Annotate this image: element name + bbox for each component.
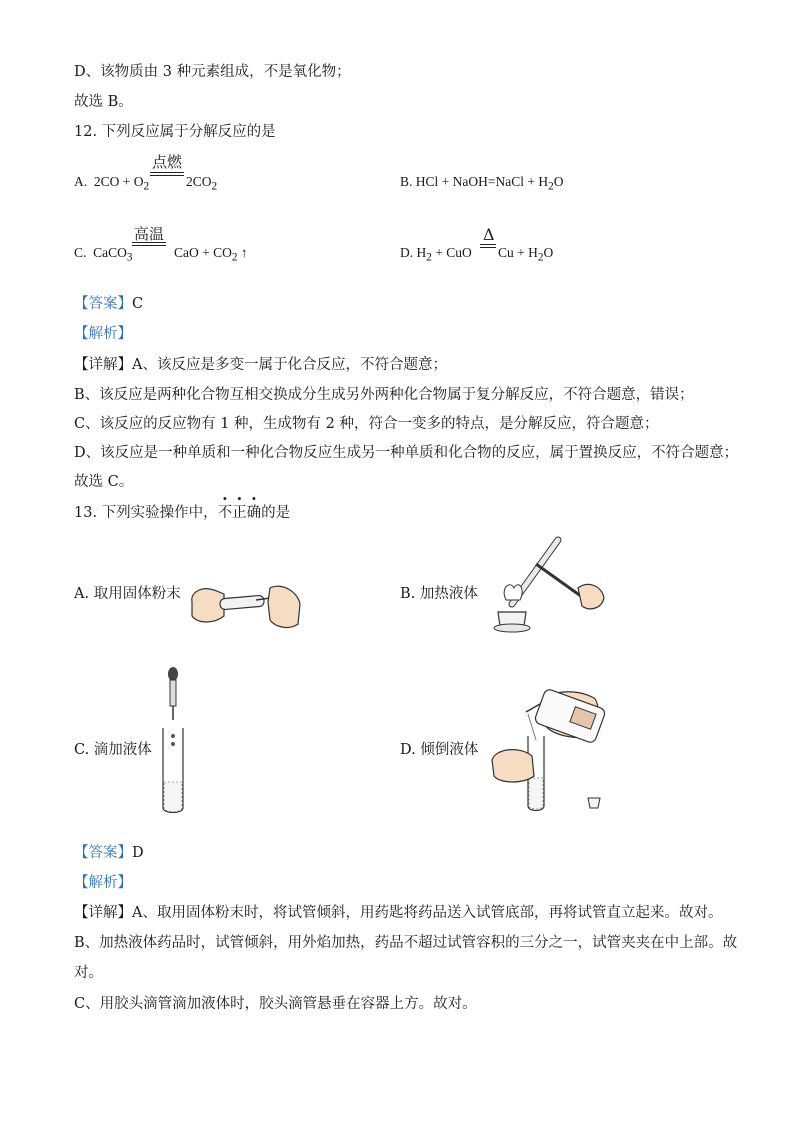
q12-a-product: $2CO_2$ [186, 174, 218, 193]
q12-conclusion: 故选 C。 [74, 474, 134, 490]
q12-detail-a: 【详解】A、该反应是多变一属于化合反应，不符合题意； [74, 357, 447, 373]
q13-option-b-label: B. 加热液体 [400, 586, 478, 602]
q12-d-condition: Δ [483, 225, 495, 244]
q13-detail-b: B、加热液体药品时，试管倾斜，用外焰加热，药品不超过试管容积的三分之一，试管夹夹在中上部。故 [74, 935, 738, 951]
q12-detail-b: B、该反应是两种化合物互相交换成分生成另外两种化合物属于复分解反应，不符合题意，错误； [74, 387, 694, 403]
prev-option-d-text: D、该物质由 3 种元素组成，不是氧化物； [74, 64, 351, 80]
q12-d-product: $Cu + H_2O$ [498, 245, 554, 264]
q12-stem: 12. 下列反应属于分解反应的是 [74, 124, 276, 140]
q12-d-bar-2 [480, 247, 496, 248]
q12-a-bar-1 [150, 172, 184, 173]
q13-option-a-label: A. 取用固体粉末 [74, 586, 181, 602]
q12-option-a: A. $2CO + O_2$ [74, 174, 150, 193]
q12-c-bar-1 [132, 242, 166, 243]
q12-c-product: CaO + $CO_2$ ↑ [174, 245, 248, 264]
q13-stem: 13. 下列实验操作中，不正确的是 [74, 505, 291, 521]
q13-detail-c: C、用胶头滴管滴加液体时，胶头滴管悬垂在容器上方。故对。 [74, 996, 477, 1012]
prev-conclusion: 故选 B。 [74, 94, 133, 110]
q13-option-d-label: D. 倾倒液体 [400, 742, 479, 758]
q12-a-condition: 点燃 [152, 153, 183, 171]
q13-analysis-tag: 【解析】 [74, 875, 132, 891]
q12-a-bar-2 [150, 175, 184, 176]
q12-c-bar-2 [132, 245, 166, 246]
q12-option-b: B. HCl + NaOH=NaCl + $H_2O$ [400, 174, 564, 193]
heating-liquid-image [492, 534, 607, 634]
dropper-test-tube-image [158, 664, 188, 816]
q13-detail-b-cont: 对。 [74, 965, 103, 981]
q12-option-d: D. $H_2$ + CuO [400, 245, 472, 264]
q13-answer: 【答案】D [74, 845, 144, 861]
q12-c-condition: 高温 [134, 225, 165, 243]
q13-option-c-label: C. 滴加液体 [74, 742, 152, 758]
q12-analysis-tag: 【解析】 [74, 326, 132, 342]
q13-detail-a: 【详解】A、取用固体粉末时，将试管倾斜，用药匙将药品送入试管底部，再将试管直立起来。故对。 [74, 905, 723, 921]
q12-detail-d: D、该反应是一种单质和一种化合物反应生成另一种单质和化合物的反应，属于置换反应，不符合题意； [74, 445, 739, 461]
q12-option-c: C. CaCO$_3$ [74, 245, 133, 264]
q12-detail-c: C、该反应的反应物有 1 种，生成物有 2 种，符合一变多的特点，是分解反应，符合题意； [74, 416, 659, 432]
powder-test-tube-image [188, 580, 303, 632]
q12-d-bar-1 [480, 244, 496, 245]
pouring-liquid-image [490, 660, 615, 816]
q12-answer: 【答案】C [74, 296, 144, 312]
